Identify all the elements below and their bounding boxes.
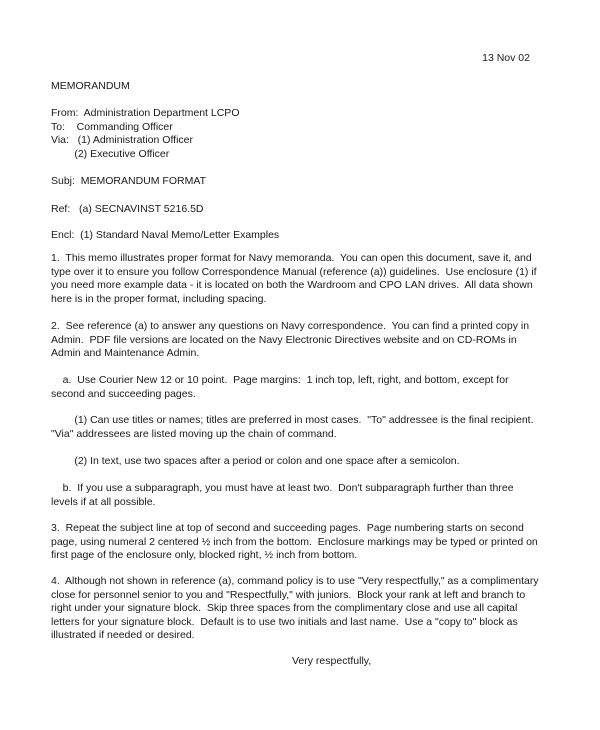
paragraph-line: close for personnel senior to you and "Respectfully," with juniors. Block your rank at left and branch to (51, 588, 526, 601)
paragraph-line: Admin. PDF file versions are located on the Navy Electronic Directives website and on CD-ROMs in (51, 333, 517, 346)
paragraph-line: page, using numeral 2 centered ½ inch from the bottom. Enclosure markings may be typed or printed on (51, 535, 538, 548)
subparagraph-2a1 (51, 414, 541, 441)
complimentary-close: Very respectfully, (292, 655, 372, 667)
heading-text: MEMORANDUM (51, 80, 130, 92)
enclosure-line: Encl: (1) Standard Naval Memo/Letter Examples (51, 229, 280, 241)
address-block (51, 107, 541, 161)
via-line-1: Via: (1) Administration Officer (51, 134, 194, 147)
subject-line: Subj: MEMORANDUM FORMAT (51, 175, 206, 187)
paragraph-line: (1) Can use titles or names; titles are preferred in most cases. "To" addressee is the final recipient. (51, 414, 534, 426)
from-line: From: Administration Department LCPO (51, 107, 240, 119)
paragraph-line: letters for your signature block. Default is to use two initials and last name. Use a "copy to" block as (51, 615, 518, 628)
paragraph-2 (51, 320, 541, 361)
paragraph-line: levels if at all possible. (51, 495, 156, 508)
paragraph-line: Admin and Maintenance Admin. (51, 347, 200, 360)
paragraph-line: type over it to ensure you follow Correspondence Manual (reference (a)) guidelines. Use enclosure (1) if (51, 265, 537, 278)
paragraph-line: first page of the enclosure only, blocked right, ½ inch from bottom. (51, 549, 358, 562)
paragraph-1 (51, 252, 541, 306)
to-line: To: Commanding Officer (51, 120, 173, 133)
paragraph-3 (51, 522, 541, 563)
subparagraph-2a2 (51, 455, 541, 469)
paragraph-4 (51, 575, 541, 643)
paragraph-line: 4. Although not shown in reference (a), command policy is to use "Very respectfully," as a complimentary (51, 575, 539, 587)
paragraph-line: here is in the proper format, including spacing. (51, 292, 267, 305)
paragraph-line: a. Use Courier New 12 or 10 point. Page margins: 1 inch top, left, right, and bottom, except for (51, 374, 509, 386)
paragraph-line: 2. See reference (a) to answer any questions on Navy correspondence. You can find a printed copy in (51, 320, 530, 332)
subparagraph-2b (51, 482, 541, 509)
paragraph-line: (2) In text, use two spaces after a period or colon and one space after a semicolon. (51, 455, 460, 467)
paragraph-line: "Via" addressees are listed moving up the chain of command. (51, 427, 337, 440)
memo-heading (51, 80, 541, 94)
reference-line: Ref: (a) SECNAVINST 5216.5D (51, 203, 204, 215)
memo-date: 13 Nov 02 (482, 52, 530, 64)
paragraph-line: b. If you use a subparagraph, you must have at least two. Don't subparagraph further than three (51, 482, 514, 494)
paragraph-line: 3. Repeat the subject line at top of second and succeeding pages. Page numbering starts on second (51, 522, 524, 534)
subparagraph-2a (51, 374, 541, 401)
paragraph-line: second and succeeding pages. (51, 387, 196, 400)
paragraph-line: 1. This memo illustrates proper format for Navy memoranda. You can open this document, save it, and (51, 252, 532, 264)
paragraph-line: illustrated if needed or desired. (51, 629, 195, 642)
paragraph-line: you need more example data - it is located on both the Wardroom and CPO LAN drives. All data shown (51, 279, 533, 292)
via-line-2: (2) Executive Officer (51, 147, 170, 160)
paragraph-line: right under your signature block. Skip three spaces from the complimentary close and use all capital (51, 602, 518, 615)
